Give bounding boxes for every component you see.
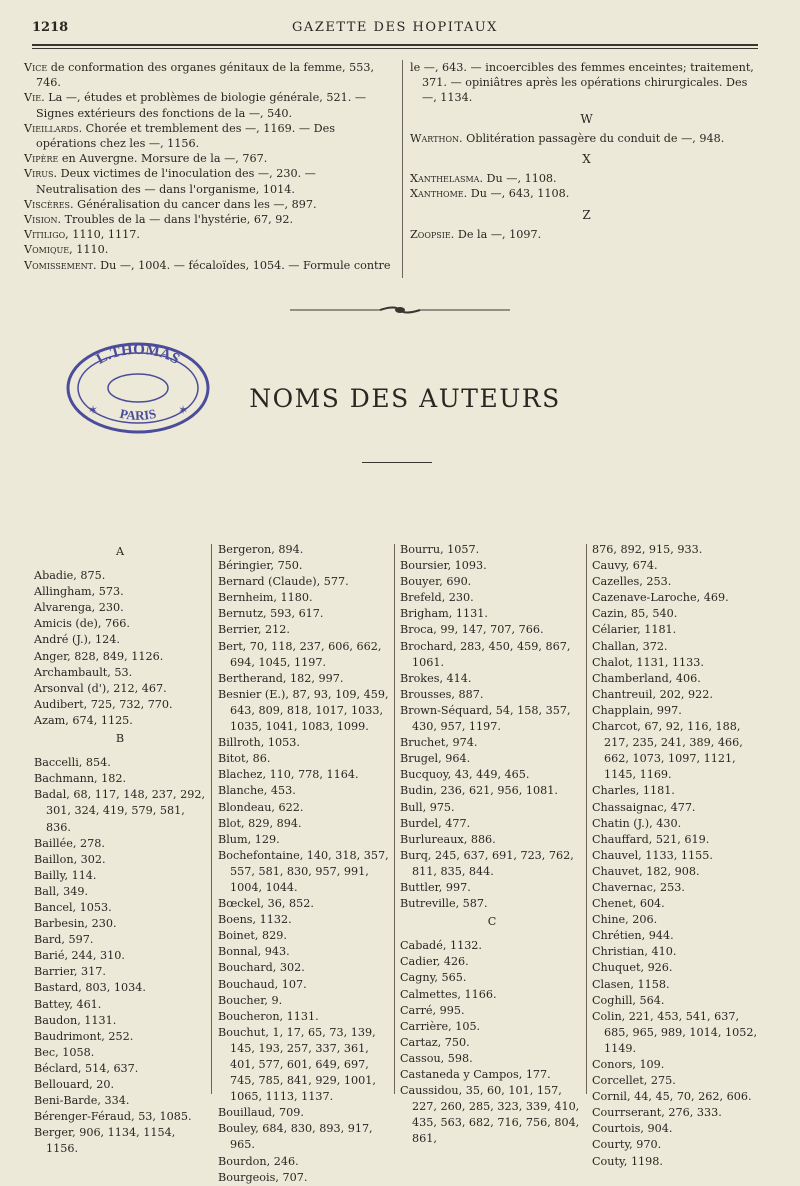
- x-entries: [410, 171, 764, 201]
- author-entry: Boursier, 1093.: [400, 559, 487, 573]
- author-entry: Barbesin, 230.: [34, 917, 117, 931]
- author-entry: Burlureaux, 886.: [400, 832, 496, 846]
- index-entry: [410, 227, 764, 242]
- author-entry: Burdel, 477.: [400, 816, 471, 830]
- author-index: [34, 542, 764, 1184]
- author-entry: Bert, 70, 118, 237, 606, 662, 694, 1045, 1197.: [218, 639, 382, 669]
- author-entry: Barrier, 317.: [34, 965, 106, 979]
- author-entry: Boucher, 9.: [218, 993, 283, 1007]
- author-entry: Bouyer, 690.: [400, 575, 472, 589]
- author-entry: Chenet, 604.: [592, 897, 665, 911]
- author-entry: Berger, 906, 1134, 1154, 1156.: [34, 1126, 176, 1156]
- author-entry: Archambault, 53.: [34, 665, 133, 679]
- author-entry: Brugel, 964.: [400, 752, 471, 766]
- svg-text:PARIS: [118, 406, 157, 423]
- author-entry: Couty, 1198.: [592, 1154, 663, 1168]
- author-entry: Bérenger-Féraud, 53, 1085.: [34, 1110, 192, 1124]
- index-references: . Du —, 1108.: [479, 172, 557, 186]
- index-entry: [410, 131, 764, 146]
- author-entry: Budin, 236, 621, 956, 1081.: [400, 784, 558, 798]
- index-references: . Du —, 1004. — fécaloïdes, 1054. — Formule contre: [93, 258, 391, 272]
- author-entry: Bourdon, 246.: [218, 1154, 299, 1168]
- author-entry: Brigham, 1131.: [400, 607, 488, 621]
- author-entry: Besnier (E.), 87, 93, 109, 459, 643, 809, 818, 1017, 1033, 1035, 1041, 1083, 1099.: [218, 687, 389, 734]
- index-entry: [24, 90, 396, 120]
- author-entry: Brousses, 887.: [400, 687, 484, 701]
- author-entry: Chrétien, 944.: [592, 929, 674, 943]
- column-divider: [586, 544, 587, 1094]
- author-entry: Boinet, 829.: [218, 929, 287, 943]
- index-references: . Chorée et tremblement des —, 1169. — Des opérations chez les —, 1156.: [36, 121, 335, 151]
- index-entry: [410, 171, 764, 186]
- author-entry: Bastard, 803, 1034.: [34, 981, 146, 995]
- author-entry: Bourgeois, 707.: [218, 1170, 308, 1184]
- journal-title: GAZETTE DES HOPITAUX: [292, 20, 498, 35]
- author-entry: Chapplain, 997.: [592, 703, 682, 717]
- header-rule: [32, 44, 758, 46]
- author-entry: Chavernac, 253.: [592, 880, 685, 894]
- author-entry: Audibert, 725, 732, 770.: [34, 697, 173, 711]
- author-entry: Bellouard, 20.: [34, 1078, 115, 1091]
- author-entry: Courty, 970.: [592, 1138, 662, 1152]
- index-references: . De la —, 1097.: [450, 227, 542, 241]
- author-entry: Anger, 828, 849, 1126.: [34, 649, 164, 663]
- index-term: Vice: [24, 61, 48, 74]
- index-references: . La —, études et problèmes de biologie générale, 521. — Signes extérieurs des fonctions de la —, 540.: [36, 91, 367, 120]
- index-term: Vipère: [24, 152, 59, 166]
- alphabet-heading: B: [115, 732, 125, 746]
- index-references: . Deux victimes de l'inoculation des —, 230. — Neutralisation des — dans l'organisme, 1014.: [36, 167, 316, 196]
- author-entry: Célarier, 1181.: [592, 623, 677, 637]
- author-entry: Chassaignac, 477.: [592, 800, 696, 814]
- author-entry: Boucheron, 1131.: [218, 1009, 319, 1023]
- author-entry: Buttler, 997.: [400, 880, 471, 894]
- author-entry: Bernutz, 593, 617.: [218, 607, 324, 621]
- author-entry: Cagny, 565.: [400, 971, 467, 985]
- author-entry: Brokes, 414.: [400, 671, 472, 685]
- index-references: en Auvergne. Morsure de la —, 767.: [58, 152, 268, 166]
- index-term: Viscères: [24, 197, 71, 211]
- index-entry: [24, 242, 396, 257]
- index-entry: [24, 258, 396, 273]
- index-entry: [410, 186, 764, 201]
- author-entry: Boens, 1132.: [218, 913, 292, 927]
- decorative-rule-ornament: [290, 304, 510, 316]
- author-entry: Broca, 99, 147, 707, 766.: [400, 623, 544, 637]
- author-entry: Cabadé, 1132.: [400, 939, 482, 953]
- author-entry: Cadier, 426.: [400, 955, 469, 969]
- author-entry: Bouchut, 1, 17, 65, 73, 139, 145, 193, 257, 337, 361, 401, 577, 601, 649, 697, 745, 785, 841, 929, 1001, 1065, 1113, 1137.: [218, 1025, 376, 1104]
- author-entry: Bœckel, 36, 852.: [218, 897, 314, 911]
- library-stamp: [62, 338, 214, 438]
- author-entry: Bitot, 86.: [218, 752, 271, 766]
- author-column-2: [218, 542, 392, 1186]
- index-references: . Troubles de la — dans l'hystérie, 67, 92.: [57, 213, 294, 227]
- author-entry: Azam, 674, 1125.: [34, 713, 133, 727]
- subject-index-left-column: [24, 60, 396, 273]
- index-references: . Généralisation du cancer dans les —, 897.: [70, 197, 317, 211]
- author-entry: Brefeld, 230.: [400, 591, 474, 605]
- index-term: Vomissement: [24, 258, 94, 272]
- author-entry: Cazenave-Laroche, 469.: [592, 591, 729, 605]
- index-entry: [24, 151, 396, 166]
- author-entry: Badal, 68, 117, 148, 237, 292, 301, 324, 419, 579, 581, 836.: [34, 788, 206, 834]
- header-rule-thin: [32, 48, 758, 49]
- svg-text:✶: ✶: [178, 403, 189, 417]
- letter-heading-z: Z: [582, 207, 592, 222]
- author-entry: Ball, 349.: [34, 884, 89, 898]
- author-entry: Bachmann, 182.: [34, 772, 127, 786]
- author-entry: Billroth, 1053.: [218, 736, 300, 750]
- author-entry: Cassou, 598.: [400, 1051, 473, 1065]
- author-entry: Bancel, 1053.: [34, 900, 112, 914]
- column-divider: [402, 60, 403, 278]
- index-term: Xanthome: [410, 187, 464, 201]
- index-term: Vieillards: [24, 121, 79, 135]
- author-entry: Blanche, 453.: [218, 784, 296, 798]
- author-entry: Barié, 244, 310.: [34, 949, 125, 963]
- author-entry: Baudon, 1131.: [34, 1013, 117, 1027]
- alphabet-heading: A: [115, 545, 125, 558]
- author-entry: Bouchard, 302.: [218, 961, 305, 975]
- index-term: Zoopsie: [410, 227, 451, 241]
- author-entry: Béringier, 750.: [218, 559, 303, 573]
- index-term: Vomique: [24, 243, 70, 257]
- author-entry: Calmettes, 1166.: [400, 987, 497, 1001]
- column-divider: [394, 544, 395, 1094]
- subject-index-right-column: [410, 60, 764, 242]
- author-entry: Brochard, 283, 450, 459, 867, 1061.: [400, 639, 571, 669]
- section-title: NOMS DES AUTEURS: [249, 384, 561, 413]
- author-entry: Bergeron, 894.: [218, 543, 304, 556]
- author-entry: Arsonval (d'), 212, 467.: [34, 681, 167, 695]
- author-entry: Chamberland, 406.: [592, 671, 701, 685]
- author-entry: Bochefontaine, 140, 318, 357, 557, 581, 830, 957, 991, 1004, 1044.: [218, 848, 389, 894]
- author-entry: Chatin (J.), 430.: [592, 816, 682, 830]
- index-entry: [24, 121, 396, 151]
- author-entry: Blondeau, 622.: [218, 800, 304, 814]
- author-entry: Bonnal, 943.: [218, 945, 290, 959]
- letter-heading-w: W: [580, 111, 594, 126]
- author-entry: Baccelli, 854.: [34, 756, 111, 770]
- page-header: [32, 18, 758, 40]
- author-entry: Beni-Barde, 334.: [34, 1094, 130, 1108]
- author-entry: Abadie, 875.: [34, 569, 106, 583]
- author-column-1: [34, 542, 206, 1157]
- author-column-4: [592, 542, 764, 1170]
- author-entry: Bouchaud, 107.: [218, 977, 307, 991]
- index-term: Vision: [24, 213, 58, 227]
- author-entry: Bucquoy, 43, 449, 465.: [400, 768, 530, 782]
- author-entry: Bard, 597.: [34, 933, 94, 947]
- author-entry: Baillon, 302.: [34, 852, 106, 866]
- z-entries: [410, 227, 764, 242]
- author-entry: Charcot, 67, 92, 116, 188, 217, 235, 241, 389, 466, 662, 1073, 1097, 1121, 1145, 1169.: [592, 720, 743, 782]
- index-term: Xanthelasma: [410, 172, 480, 186]
- author-entry: Bull, 975.: [400, 800, 455, 814]
- letter-heading-x: X: [582, 152, 592, 167]
- author-entry: Coghill, 564.: [592, 993, 665, 1007]
- author-entry: Bec, 1058.: [34, 1045, 95, 1059]
- author-entry: Bruchet, 974.: [400, 736, 478, 750]
- author-entry: Cazelles, 253.: [592, 575, 672, 589]
- subject-index-continuation: [24, 60, 764, 280]
- vomissement-continuation: le —, 643. — incoercibles des femmes enceintes; traitement, 371. — opiniâtres après les opérations chirurgicales. Des —, 1134.: [410, 61, 754, 105]
- author-entry: Bourru, 1057.: [400, 543, 480, 556]
- author-entry: Carrière, 105.: [400, 1019, 481, 1033]
- svg-text:✶: ✶: [88, 403, 99, 417]
- author-entry: 876, 892, 915, 933.: [592, 543, 703, 556]
- author-entry: Butreville, 587.: [400, 897, 488, 911]
- author-entry: Blum, 129.: [218, 832, 280, 846]
- svg-text:L.THOMAS: [94, 342, 182, 368]
- author-entry: Courrserant, 276, 333.: [592, 1106, 722, 1120]
- author-entry: Corcellet, 275.: [592, 1074, 676, 1088]
- author-entry: Challan, 372.: [592, 639, 668, 653]
- index-term: Warthon: [410, 131, 460, 145]
- author-entry: Bailly, 114.: [34, 868, 97, 882]
- author-entry: Brown-Séquard, 54, 158, 357, 430, 957, 1197.: [400, 703, 571, 734]
- alphabet-heading: C: [487, 915, 497, 929]
- author-entry: Clasen, 1158.: [592, 977, 670, 991]
- author-entry: Blachez, 110, 778, 1164.: [218, 768, 359, 782]
- author-entry: Berrier, 212.: [218, 623, 290, 637]
- index-entry: [24, 197, 396, 212]
- author-entry: Conors, 109.: [592, 1058, 665, 1071]
- author-entry: Baillée, 278.: [34, 836, 105, 850]
- author-entry: Baudrimont, 252.: [34, 1029, 134, 1043]
- author-entry: Carré, 995.: [400, 1003, 465, 1017]
- index-entry: [24, 227, 396, 242]
- author-entry: Chalot, 1131, 1133.: [592, 655, 704, 669]
- index-entry: [24, 166, 396, 196]
- author-entry: Caussidou, 35, 60, 101, 157, 227, 260, 285, 323, 339, 410, 435, 563, 682, 716, 756, 804, 861,: [400, 1084, 580, 1146]
- index-term: Virus: [24, 167, 54, 181]
- author-entry: Chine, 206.: [592, 913, 658, 927]
- author-entry: Castaneda y Campos, 177.: [400, 1068, 551, 1081]
- author-column-3: [400, 542, 584, 1147]
- author-entry: Bouillaud, 709.: [218, 1106, 304, 1120]
- index-references: de conformation des organes génitaux de la femme, 553, 746.: [36, 61, 375, 90]
- author-entry: Bertherand, 182, 997.: [218, 671, 344, 685]
- stamp-bottom-text: PARIS: [118, 405, 158, 423]
- index-term: Vie: [24, 91, 42, 105]
- author-entry: Chauvet, 182, 908.: [592, 864, 700, 878]
- author-entry: Bouley, 684, 830, 893, 917, 965.: [218, 1122, 373, 1152]
- author-entry: Cornil, 44, 45, 70, 262, 606.: [592, 1090, 752, 1104]
- author-entry: Colin, 221, 453, 541, 637, 685, 965, 989, 1014, 1052, 1149.: [592, 1009, 758, 1055]
- index-references: , 1110.: [69, 243, 109, 257]
- index-term: Vitiligo: [24, 228, 66, 242]
- author-entry: Amicis (de), 766.: [34, 617, 130, 631]
- author-entry: Béclard, 514, 637.: [34, 1061, 139, 1075]
- author-entry: André (J.), 124.: [34, 633, 120, 647]
- author-entry: Charles, 1181.: [592, 784, 675, 798]
- author-entry: Cartaz, 750.: [400, 1035, 470, 1049]
- index-entry: [24, 60, 396, 90]
- author-entry: Christian, 410.: [592, 945, 677, 959]
- author-entry: Chauvel, 1133, 1155.: [592, 848, 713, 862]
- stamp-top-text: L.THOMAS: [93, 341, 183, 368]
- author-entry: Burq, 245, 637, 691, 723, 762, 811, 835, 844.: [400, 848, 574, 878]
- author-entry: Bernard (Claude), 577.: [218, 575, 349, 589]
- author-entry: Blot, 829, 894.: [218, 816, 302, 830]
- author-entry: Chantreuil, 202, 922.: [592, 687, 713, 701]
- title-underline: [362, 462, 432, 463]
- author-entry: Cauvy, 674.: [592, 559, 658, 573]
- column-divider: [211, 544, 212, 1094]
- author-entry: Alvarenga, 230.: [34, 601, 124, 615]
- index-references: , 1110, 1117.: [65, 228, 140, 242]
- author-entry: Chauffard, 521, 619.: [592, 832, 710, 846]
- index-entry: [24, 212, 396, 227]
- w-entries: [410, 131, 764, 146]
- author-entry: Chuquet, 926.: [592, 961, 673, 975]
- page-number: 1218: [32, 20, 69, 35]
- author-entry: Courtois, 904.: [592, 1122, 673, 1136]
- index-references: . Du —, 643, 1108.: [463, 187, 570, 201]
- index-references: . Oblitération passagère du conduit de —, 948.: [459, 131, 725, 145]
- author-entry: Bernheim, 1180.: [218, 591, 313, 605]
- author-entry: Battey, 461.: [34, 997, 102, 1011]
- author-entry: Cazin, 85, 540.: [592, 607, 678, 621]
- author-entry: Allingham, 573.: [34, 585, 124, 599]
